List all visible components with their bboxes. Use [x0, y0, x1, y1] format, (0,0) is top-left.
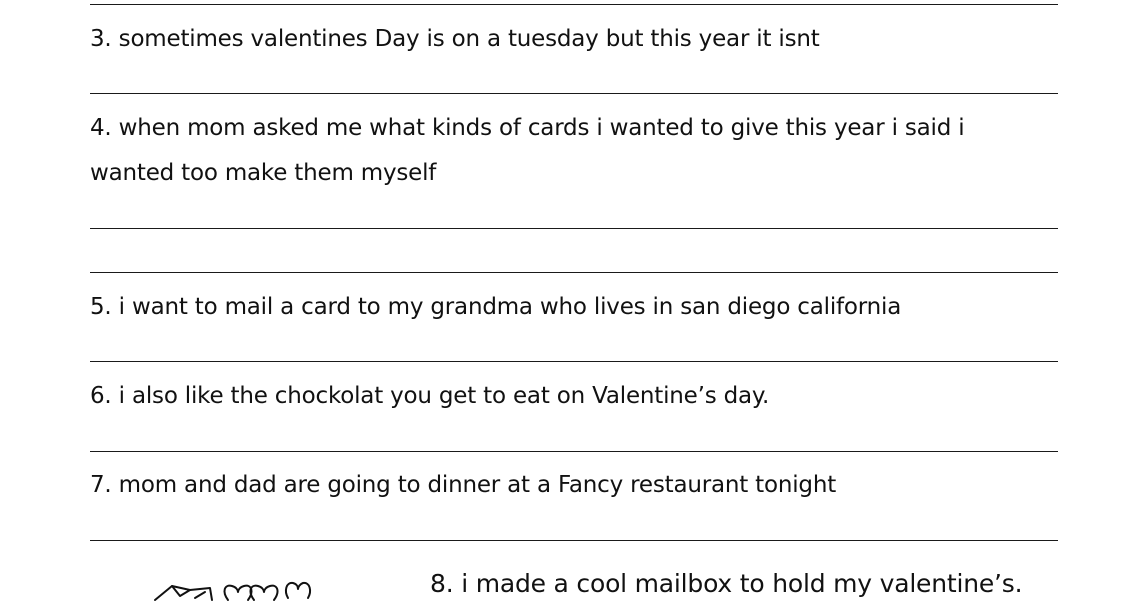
mailbox-hearts-icon: [150, 578, 325, 608]
answer-line: [90, 451, 1058, 452]
answer-line: [90, 93, 1058, 94]
sentence-8: 8. i made a cool mailbox to hold my valentine’s.: [430, 569, 1023, 598]
sentence-4-line-1: 4. when mom asked me what kinds of cards i wanted to give this year i said i: [90, 115, 965, 141]
answer-line: [90, 361, 1058, 362]
answer-line: [90, 540, 1058, 541]
sentence-6: 6. i also like the chockolat you get to eat on Valentine’s day.: [90, 383, 770, 409]
sentence-7: 7. mom and dad are going to dinner at a Fancy restaurant tonight: [90, 472, 837, 498]
answer-line: [90, 4, 1058, 5]
sentence-3: 3. sometimes valentines Day is on a tuesday but this year it isnt: [90, 26, 820, 52]
sentence-4-line-2: wanted too make them myself: [90, 160, 437, 186]
sentence-5: 5. i want to mail a card to my grandma who lives in san diego california: [90, 294, 902, 320]
answer-line: [90, 228, 1058, 229]
answer-line: [90, 272, 1058, 273]
